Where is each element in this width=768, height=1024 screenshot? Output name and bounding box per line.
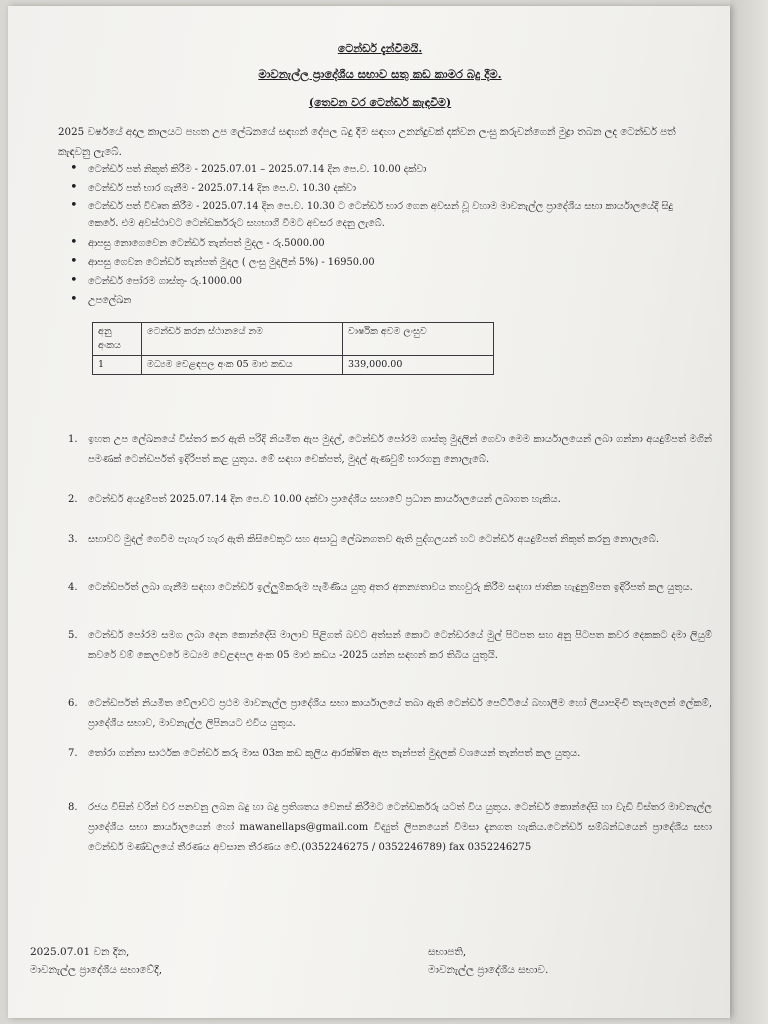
bullet-open: • ටෙන්ඩර් පත් විවෘත කිරීම - 2025.07.14 දින පෙ.ව. 10.30 ට ටෙන්ඩර් භාර ගෙන අවසන් වූ වහාම මාවනැල්ල ප්‍රාදේශීය සභා කාර්යාලයේදී සිදු කෙරේ. එම අවස්ථාවට ටෙන්ඩර්කරුට සහභාගී වීමට අවසර දෙනු ලැබේ. bbox=[88, 198, 688, 232]
item-number: 2. bbox=[68, 494, 78, 505]
item-text: තෝරා ගන්නා සාර්ථක ටෙන්ඩර් කරු මාස 03ක කඩ කුලිය ආරක්ෂිත ඇප තැන්පත් මුදලක් වශයෙන් තැන්පත් කල යුතුය. bbox=[88, 748, 581, 759]
item-number: 7. bbox=[68, 748, 78, 759]
notice-subtitle: මාවනැල්ල ප්‍රාදේශීය සභාව සතු කඩ කාමර බදු දීම. bbox=[258, 67, 502, 81]
intro-paragraph: 2025 වර්ෂයේ අදාල කාලයට පහත උප ලේඛනයේ සඳහන් දේපල බදු දීම සඳහා උනන්දුවක් දක්වන ලංසු කරුවන්ගෙන් මුද්‍රා තබන ලද ටෙන්ඩර් පත් කැඳවනු ලැබේ. bbox=[58, 126, 676, 158]
bullet-nonrefund-deposit: • ආපසු නොගෙවෙන ටෙන්ඩර් තැන්පත් මුදල - රු.5000.00 bbox=[88, 234, 688, 253]
bullet-refund-deposit: • ආපසු ගෙවන ටෙන්ඩර් තැන්පත් මුදල ( ලංසු මුදලින් 5%) - 16950.00 bbox=[88, 253, 688, 272]
table-row bbox=[93, 356, 494, 375]
signature-date: 2025.07.01 වන දින, bbox=[30, 946, 130, 958]
tender-table bbox=[92, 322, 494, 375]
bullet-form-fee: • ටෙන්ඩර් පෝරම ගාස්තු- රු.1000.00 bbox=[88, 272, 688, 291]
col-header-number: අනු අංකය bbox=[93, 323, 142, 356]
bullet-receive: • ටෙන්ඩර් පත් භාර ගැනීම - 2025.07.14 දින පෙ.ව. 10.30 දක්වා bbox=[88, 179, 688, 198]
bullet-issue: • ටෙන්ඩර් පත් නිකුත් කිරීම - 2025.07.01 – 2025.07.14 දින පෙ.ව. 10.00 දක්වා bbox=[88, 160, 688, 179]
item-number: 6. bbox=[68, 698, 78, 709]
signature-left bbox=[30, 943, 162, 979]
item-text: ටෙන්ඩර් පෝරම සමග ලබා දෙන කොන්දේසි මාලාව පිළිගත් බවට අත්සන් කොට ටෙන්ඩරයේ මුල් පිටපත සහ අනු පිටපත කවර දෙකකට දමා ලියුම් කවරේ වම් කෙලවරේ මධ්‍යම වෙළඳපල අංක 05 මාළු කඩය -2025 යන්න සඳහන් කර තිබිය යුතුයි. bbox=[88, 630, 712, 661]
signature-place: මාවනැල්ල ප්‍රාදේශීය සභාවේදී, bbox=[30, 964, 163, 976]
item-number: 1. bbox=[68, 434, 78, 445]
item-number: 5. bbox=[68, 630, 78, 641]
notice-round: (තෙවන වර ටෙන්ඩර් කැඳවීම) bbox=[308, 96, 452, 109]
item-text: ටෙන්ඩර්පත් නියමිත වේලාවට ප්‍රථම මාවනැල්ල ප්‍රාදේශීය සභා කාර්යාලයේ තබා ඇති ටෙන්ඩර් පෙට්ටියේ බහාලීම හෝ ලියාපදිංචි තැපැලෙන් ලේකම්, ප්‍රාදේශීය සභාව, මාවනැල්ල ලිපිනයට එවිය යුතුය. bbox=[88, 698, 712, 729]
table-cell: 339,000.00 bbox=[343, 356, 494, 375]
item-text: ඉහත උප ලේඛනයේ විස්තර කර ඇති පරිදි නියමිත ඇප මුදල්, ටෙන්ඩර් පෝරම ගාස්තු මුදලින් ගෙවා මෙම කාර්යාලයෙන් ලබා ගන්නා අයදුම්පත් මගින් පමණක් ටෙන්ඩර්පත් ඉදිරිපත් කළ යුතුය. මේ සඳහා චෙක්පත්, මුදල් ඇණවුම් භාරගනු නොලැබේ. bbox=[88, 434, 712, 465]
item-number: 8. bbox=[68, 802, 78, 813]
item-number: 3. bbox=[68, 534, 78, 545]
notice-title: ටෙන්ඩර් දැන්වීමයි. bbox=[337, 42, 423, 55]
item-text: ටෙන්ඩර්පත් ලබා ගැනීම සඳහා ටෙන්ඩර් ඉල්ලුම්කරුම පැමිණිය යුතු අතර අනන්‍යතාවය තහවුරු කිරීම සඳහා ජාතික හැඳුනුම්පත ඉදිරිපත් කල යුතුය. bbox=[88, 582, 693, 593]
table-header-row bbox=[93, 323, 494, 356]
background-edge bbox=[730, 0, 768, 1024]
col-header-min-bid: වාර්ෂික අවම ලංසුව bbox=[343, 323, 494, 356]
item-text: රජය විසින් වරින් වර පනවනු ලබන බදු හා බදු ප්‍රතිශතය වෙනස් කිරීමට ටෙන්ඩර්කරු යටත් විය යුතුය. ටෙන්ඩර් කොන්දේසි හා වැඩි විස්තර මාවනැල්ල ප්‍රාදේශීය සභා කාර්යාලයෙන් හෝ mawanellaps@gmail.com විද්‍යුත් ලිපනයෙන් විමසා දැනගත හැකිය.ටෙන්ඩර් සම්බන්ධයෙන් ප්‍රාදේශීය සභා ටෙන්ඩර් මණ්ඩලයේ තීරණය අවසාන තීරණය වේ.(0352246275 / 0352246789) fax 0352246275 bbox=[88, 802, 712, 853]
signature-title: සභාපති, bbox=[428, 946, 467, 958]
signature-office: මාවනැල්ල ප්‍රාදේශීය සභාව. bbox=[428, 964, 549, 976]
item-text: සභාවට මුදල් ගෙවීම පැහැර හැර ඇති කිසිවෙකුට සහ අසාධු ලේඛනගතව ඇති පුද්ගලයන් හට ටෙන්ඩර් අයදුම්පත් නිකුත් කරනු නොලැබේ. bbox=[88, 534, 660, 545]
table-cell: 1 bbox=[93, 356, 142, 375]
signature-right bbox=[428, 943, 548, 979]
item-number: 4. bbox=[68, 582, 78, 593]
col-header-place: ටෙන්ඩර් කරන ස්ථානයේ නම bbox=[142, 323, 343, 356]
item-text: ටෙන්ඩර් අයදුම්පත් 2025.07.14 දින පෙ.ව 10.00 දක්වා ප්‍රාදේශීය සභාවේ ප්‍රධාන කාර්යාලයෙන් ලබාගත හැකිය. bbox=[88, 494, 561, 505]
table-cell: මධ්‍යම වෙළඳපල අංක 05 මාළු කඩය bbox=[142, 356, 343, 375]
schedule-bullets bbox=[88, 160, 688, 310]
bullet-schedule: • උපලේඛන bbox=[88, 291, 688, 310]
